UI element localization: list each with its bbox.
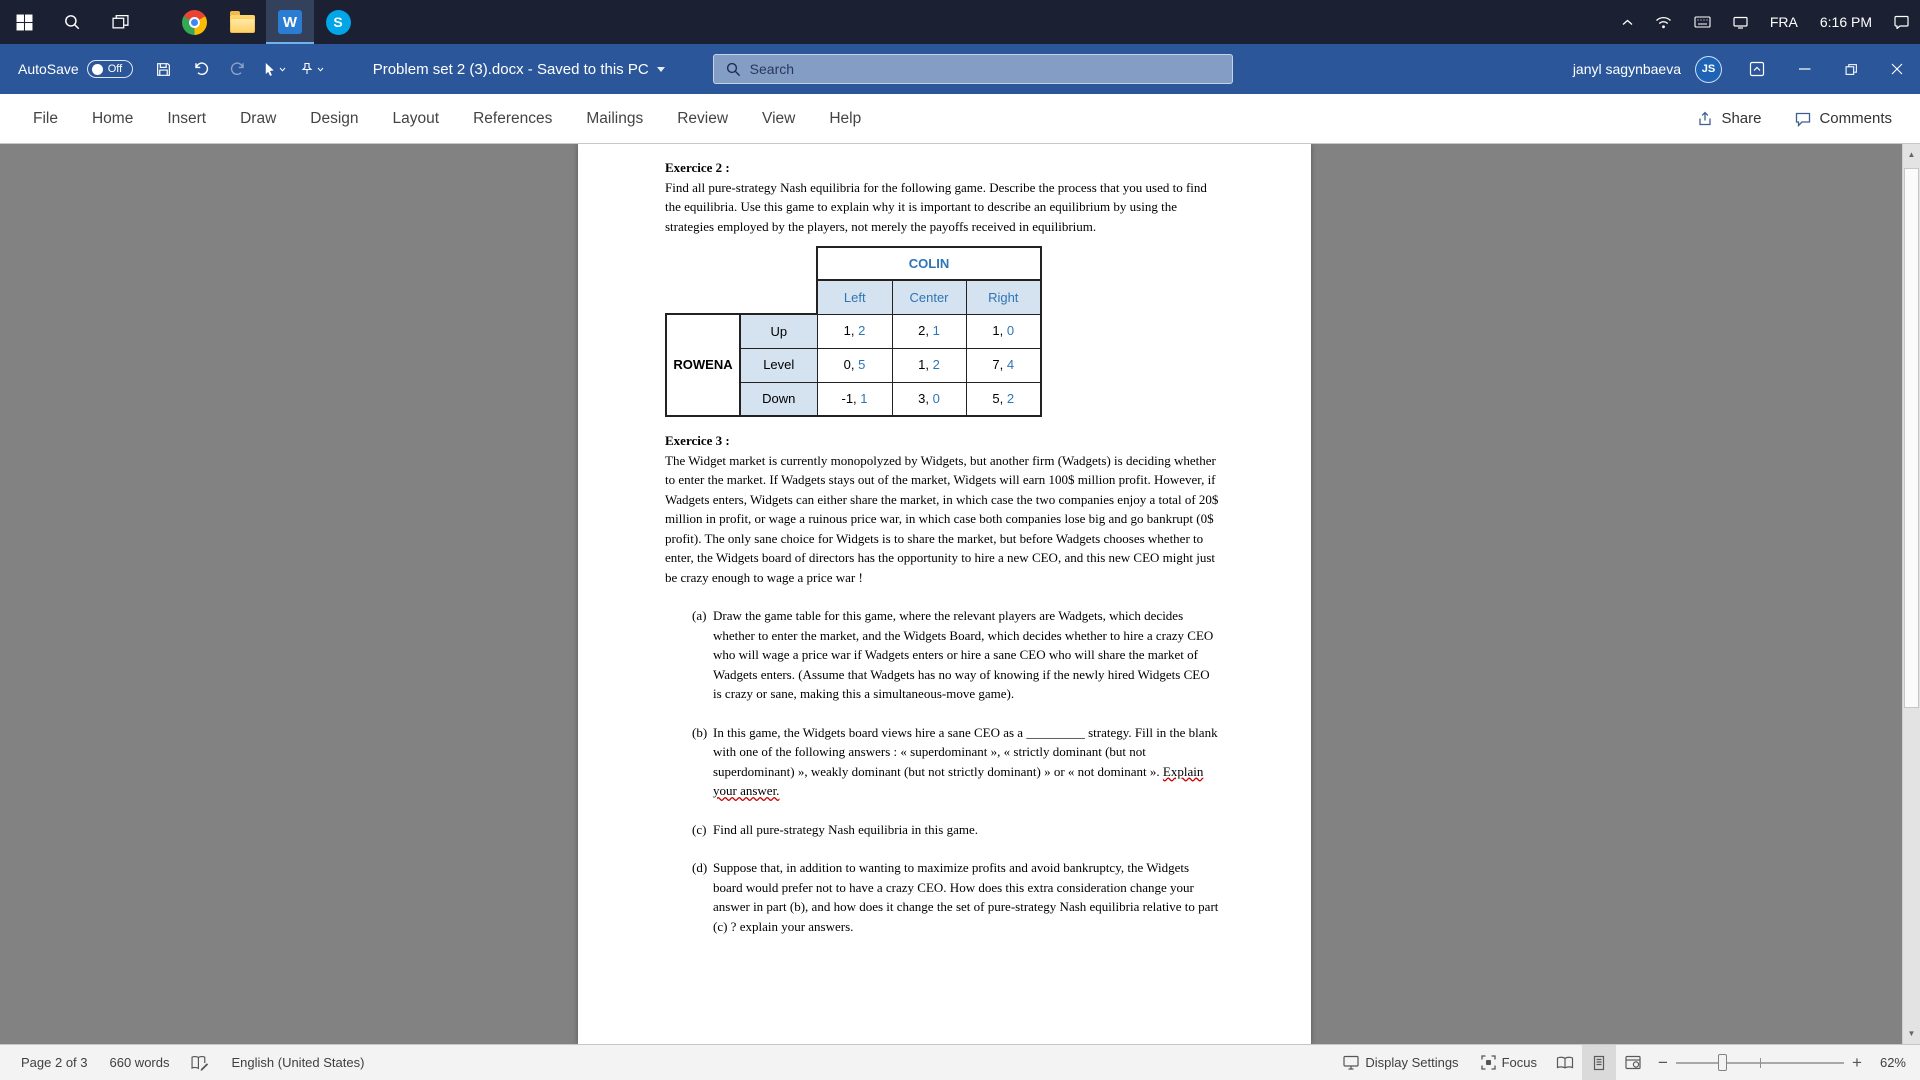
- word-count[interactable]: 660 words: [99, 1045, 181, 1080]
- tab-references[interactable]: References: [456, 94, 569, 143]
- scroll-down-button[interactable]: ▼: [1907, 1029, 1916, 1038]
- restore-button[interactable]: [1828, 44, 1874, 94]
- zoom-slider-center-tick: [1760, 1058, 1761, 1068]
- scroll-up-button[interactable]: ▲: [1907, 150, 1916, 159]
- skype-icon: [326, 10, 351, 35]
- chevron-up-icon: [1622, 19, 1633, 26]
- document-title-text: Problem set 2 (3).docx - Saved to this PC: [372, 60, 649, 78]
- list-item-a[interactable]: [665, 606, 1221, 704]
- action-center-icon: [1894, 15, 1909, 29]
- tab-view[interactable]: View: [745, 94, 812, 143]
- ribbon-right-actions: [1697, 110, 1920, 127]
- column-payoff: 4: [1006, 357, 1015, 373]
- word-icon: [278, 10, 302, 34]
- taskbar-file-explorer-button[interactable]: [218, 0, 266, 44]
- titlebar-search-box[interactable]: [713, 54, 1233, 84]
- empty-cell: [666, 247, 817, 280]
- language-indicator[interactable]: English (United States): [220, 1045, 375, 1080]
- search-icon: [63, 13, 81, 31]
- zoom-in-button[interactable]: +: [1844, 1045, 1870, 1080]
- title-dropdown-caret-icon: [657, 67, 665, 72]
- read-mode-button[interactable]: [1548, 1045, 1582, 1080]
- ribbon-display-options-button[interactable]: [1736, 44, 1778, 94]
- task-view-button[interactable]: [96, 0, 144, 44]
- print-layout-icon: [1592, 1055, 1606, 1071]
- zoom-level[interactable]: 62%: [1870, 1045, 1920, 1080]
- display-settings-label: Display Settings: [1365, 1055, 1459, 1070]
- file-explorer-icon: [230, 15, 255, 33]
- payoff-cell[interactable]: [817, 314, 892, 348]
- undo-button[interactable]: [186, 54, 216, 84]
- ribbon-tabs: [0, 94, 878, 143]
- language-indicator-tray[interactable]: FRA: [1759, 0, 1809, 44]
- ribbon-display-options-icon: [1749, 61, 1765, 77]
- monitor-icon: [1733, 16, 1748, 29]
- share-label: Share: [1721, 110, 1762, 127]
- taskbar-word-button[interactable]: [266, 0, 314, 44]
- status-bar-right: [1332, 1045, 1920, 1080]
- row-payoff: -1 ,: [841, 391, 860, 406]
- document-area: [0, 144, 1920, 1044]
- taskbar-skype-button[interactable]: [314, 0, 362, 44]
- comments-button[interactable]: [1795, 110, 1892, 127]
- pin-icon: [300, 62, 314, 76]
- redo-icon: [229, 60, 247, 78]
- network-tray-button[interactable]: [1644, 0, 1683, 44]
- list-item-label: (b): [692, 724, 708, 740]
- column-payoff: 5: [858, 357, 866, 373]
- tab-insert[interactable]: Insert: [150, 94, 223, 143]
- column-payoff: 2: [858, 323, 866, 339]
- cursor-icon: [263, 62, 276, 77]
- save-icon: [155, 61, 172, 78]
- spellcheck-flagged-text: Explain your answer.: [713, 763, 1204, 798]
- list-item-label: (d): [692, 860, 708, 875]
- tab-layout[interactable]: Layout: [376, 94, 457, 143]
- row-player-label[interactable]: ROWENA: [666, 314, 740, 416]
- read-mode-icon: [1556, 1056, 1574, 1070]
- page-indicator[interactable]: Page 2 of 3: [10, 1045, 99, 1080]
- comments-label: Comments: [1819, 110, 1892, 127]
- column-payoff: 1: [860, 391, 868, 406]
- status-bar-left: [0, 1045, 375, 1080]
- system-tray: [1611, 0, 1920, 44]
- vertical-scrollbar[interactable]: [1902, 144, 1920, 1044]
- keyboard-icon: [1694, 16, 1711, 28]
- task-view-icon: [112, 14, 129, 30]
- list-item-label: (c): [692, 821, 707, 837]
- payoff-cell[interactable]: [966, 314, 1041, 348]
- close-icon: [1891, 63, 1903, 75]
- list-item-d[interactable]: [665, 858, 1221, 936]
- zoom-slider-thumb[interactable]: [1718, 1054, 1727, 1071]
- list-item-b[interactable]: [665, 723, 1221, 801]
- autosave-label: AutoSave: [18, 61, 79, 77]
- tab-help[interactable]: Help: [812, 94, 878, 143]
- autosave-state: Off: [107, 62, 123, 75]
- focus-label: Focus: [1501, 1055, 1537, 1070]
- row-payoff: 5 ,: [992, 391, 1006, 406]
- word-titlebar: [0, 44, 1920, 94]
- exercise3-heading[interactable]: Exercice 3 :: [665, 433, 730, 448]
- tab-mailings[interactable]: Mailings: [569, 94, 660, 143]
- column-payoff: 2: [1006, 391, 1015, 406]
- scroll-thumb[interactable]: [1904, 168, 1919, 708]
- exercise3-body[interactable]: The Widget market is currently monopolyzed by Widgets, but another firm (Wadgets) is deciding whether to enter the market. If Wadgets stays out of the market, Widgets will earn 100$ million profit. However, if Wadgets enters, Widgets can either share the market, in which case the two companies enjoy a total of 20$ million in profit, or wage a ruinous price war, in which case both companies lose big and go bankrupt (0$ profit). The only sane choice for Widgets is to share the market, but before Wadgets chooses whether to enter, the Widgets board of directors has the opportunity to hire a new CEO, and this new CEO might just be crazy enough to wage a price war !: [665, 452, 1219, 585]
- taskbar-chrome-button[interactable]: [170, 0, 218, 44]
- payoff-cell[interactable]: [966, 382, 1041, 416]
- restore-icon: [1845, 63, 1858, 76]
- close-button[interactable]: [1874, 44, 1920, 94]
- row-payoff: 1 ,: [918, 357, 932, 372]
- list-item-text: Find all pure-strategy Nash equilibria in this game.: [713, 821, 978, 837]
- payoff-cell[interactable]: [892, 348, 966, 382]
- proofing-icon: [191, 1055, 209, 1071]
- list-item-text: Suppose that, in addition to wanting to maximize profits and avoid bankruptcy, the Widgets board would prefer not to have a crazy CEO. How does this extra consideration change your answer in part (b), and how does it change the set of pure-strategy Nash equilibria relative to part (c) ? explain your answers.: [713, 860, 1219, 934]
- column-strategy-center[interactable]: Center: [892, 280, 966, 314]
- document-page[interactable]: [578, 144, 1311, 1044]
- autosave-toggle[interactable]: [87, 60, 133, 78]
- row-payoff: 1 ,: [844, 323, 858, 338]
- list-item-text: In this game, the Widgets board views hire a sane CEO as a _________ strategy. Fill in the blank with one of the following answers : « superdominant », « strictly dominant (but not superdominant) », weakly dominant (but not strictly dominant) » or « not dominant ».: [713, 724, 1218, 779]
- row-payoff: 0 ,: [844, 357, 858, 372]
- autosave-control[interactable]: [18, 60, 133, 78]
- chevron-down-icon: [279, 67, 286, 72]
- ribbon-tab-bar: [0, 94, 1920, 144]
- payoff-cell[interactable]: [966, 348, 1041, 382]
- window-controls: [1782, 44, 1920, 94]
- share-button[interactable]: [1697, 110, 1761, 127]
- row-payoff: 2 ,: [918, 323, 932, 338]
- user-name[interactable]: janyl sagynbaeva: [1572, 61, 1681, 77]
- tab-home[interactable]: Home: [75, 94, 150, 143]
- web-layout-icon: [1625, 1055, 1641, 1070]
- chevron-down-icon: [317, 67, 324, 72]
- payoff-cell[interactable]: [892, 382, 966, 416]
- chrome-icon: [182, 10, 207, 35]
- list-item-label: (a): [692, 608, 707, 623]
- exercise2-body[interactable]: Find all pure-strategy Nash equilibria for the following game. Describe the process that you used to find the equilibria. Use this game to explain why it is important to describe an equilibrium by using the strategies employed by the players, not merely the payoffs received in equilibrium.: [665, 179, 1207, 234]
- print-layout-button[interactable]: [1582, 1045, 1616, 1080]
- row-strategy-down[interactable]: Down: [740, 382, 817, 416]
- list-item-c[interactable]: [665, 820, 1221, 840]
- show-hidden-icons-button[interactable]: [1611, 0, 1644, 44]
- column-strategy-right[interactable]: Right: [966, 280, 1041, 314]
- display-tray-button[interactable]: [1722, 0, 1759, 44]
- touch-mouse-mode-button[interactable]: [260, 54, 290, 84]
- windows-logo-icon: [16, 14, 33, 31]
- column-player-label[interactable]: COLIN: [817, 247, 1041, 280]
- comments-icon: [1795, 111, 1811, 127]
- display-settings-button[interactable]: [1332, 1045, 1469, 1080]
- minimize-button[interactable]: [1782, 44, 1828, 94]
- focus-icon: [1481, 1055, 1496, 1070]
- search-input[interactable]: [750, 61, 1220, 77]
- tab-review[interactable]: Review: [660, 94, 745, 143]
- account-area: [1573, 56, 1722, 83]
- payoff-cell[interactable]: [817, 348, 892, 382]
- document-title[interactable]: [373, 61, 665, 78]
- payoff-cell[interactable]: [817, 382, 892, 416]
- zoom-slider[interactable]: [1676, 1045, 1844, 1080]
- empty-cell: [666, 280, 817, 314]
- display-settings-icon: [1343, 1055, 1359, 1070]
- column-payoff: 1: [932, 323, 940, 339]
- quick-access-toolbar: [149, 54, 327, 84]
- tab-draw[interactable]: Draw: [223, 94, 293, 143]
- avatar[interactable]: JS: [1695, 56, 1722, 83]
- start-button[interactable]: [0, 0, 48, 44]
- game-payoff-table[interactable]: [665, 246, 1042, 417]
- row-strategy-level[interactable]: Level: [740, 348, 817, 382]
- undo-icon: [192, 60, 210, 78]
- touch-keyboard-tray-button[interactable]: [1683, 0, 1722, 44]
- exercise2-heading[interactable]: Exercice 2 :: [665, 160, 730, 175]
- focus-button[interactable]: [1470, 1045, 1548, 1080]
- row-payoff: 1 ,: [992, 323, 1006, 338]
- proofing-status-button[interactable]: [180, 1045, 220, 1080]
- page-content: [578, 144, 1311, 936]
- row-strategy-up[interactable]: Up: [740, 314, 817, 348]
- tab-design[interactable]: Design: [293, 94, 375, 143]
- search-icon: [726, 62, 741, 77]
- save-button[interactable]: [149, 54, 179, 84]
- zoom-out-button[interactable]: −: [1650, 1045, 1676, 1080]
- status-bar: [0, 1044, 1920, 1080]
- row-payoff: 3 ,: [918, 391, 932, 406]
- redo-button[interactable]: [223, 54, 253, 84]
- payoff-cell[interactable]: [892, 314, 966, 348]
- autosave-toggle-knob: [92, 64, 103, 75]
- tab-file[interactable]: File: [16, 94, 75, 143]
- list-item-text: Draw the game table for this game, where the relevant players are Wadgets, which decides whether to enter the market, and the Widgets Board, which decides whether to hire a crazy CEO who will wage a price war if Wadgets enters or hire a sane CEO who will share the market of Wadgets enters. (Assume that Wadgets has no way of knowing if the newly hired Widgets CEO is crazy or sane, making this a simultaneous-move game).: [713, 608, 1214, 701]
- column-payoff: 0: [1006, 323, 1015, 339]
- clock-tray[interactable]: 6:16 PM: [1809, 0, 1883, 44]
- column-payoff: 2: [932, 357, 940, 373]
- column-strategy-left[interactable]: Left: [817, 280, 892, 314]
- minimize-icon: [1799, 63, 1811, 75]
- column-payoff: 0: [932, 391, 940, 406]
- windows-taskbar: [0, 0, 1920, 44]
- row-payoff: 7 ,: [992, 357, 1006, 372]
- wifi-icon: [1655, 16, 1672, 29]
- share-icon: [1697, 111, 1713, 127]
- customize-quick-access-toolbar-button[interactable]: [297, 54, 327, 84]
- action-center-button[interactable]: [1883, 0, 1920, 44]
- web-layout-button[interactable]: [1616, 1045, 1650, 1080]
- taskbar-search-button[interactable]: [48, 0, 96, 44]
